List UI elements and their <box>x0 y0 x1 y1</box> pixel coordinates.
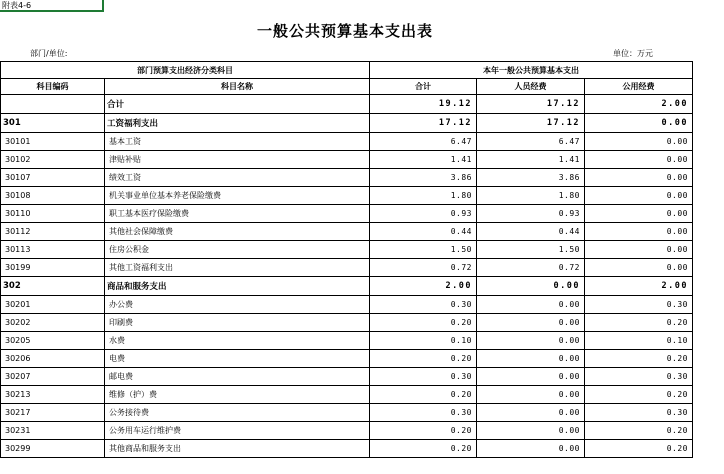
row-public-cell: 0.10 <box>585 332 693 350</box>
total-name-cell: 合计 <box>105 95 370 114</box>
row-personnel-cell: 0.00 <box>477 368 585 386</box>
row-code-cell: 30201 <box>1 296 105 314</box>
total-total-cell: 19.12 <box>370 95 477 114</box>
row-name-cell: 维修（护）费 <box>105 386 370 404</box>
table-row <box>1 241 693 259</box>
table-row <box>1 404 693 422</box>
row-personnel-cell: 0.72 <box>477 259 585 277</box>
row-code-cell: 302 <box>1 277 105 296</box>
row-public-cell: 0.00 <box>585 205 693 223</box>
row-name-cell: 印刷费 <box>105 314 370 332</box>
row-total-cell: 0.20 <box>370 350 477 368</box>
row-total-cell: 3.86 <box>370 169 477 187</box>
table-row <box>1 386 693 404</box>
row-name-cell: 其他社会保障缴费 <box>105 223 370 241</box>
table-row <box>1 368 693 386</box>
row-personnel-cell: 0.00 <box>477 440 585 458</box>
page-title: 一般公共预算基本支出表 <box>256 22 433 40</box>
row-public-cell: 0.20 <box>585 422 693 440</box>
row-name-cell: 水费 <box>105 332 370 350</box>
row-name-cell: 绩效工资 <box>105 169 370 187</box>
row-personnel-cell: 0.00 <box>477 296 585 314</box>
row-personnel-cell: 0.00 <box>477 314 585 332</box>
row-code-cell: 30107 <box>1 169 105 187</box>
table-row <box>1 259 693 277</box>
table-row <box>1 314 693 332</box>
row-code-cell: 30206 <box>1 350 105 368</box>
row-code-cell: 30231 <box>1 422 105 440</box>
row-name-cell: 商品和服务支出 <box>105 277 370 296</box>
row-name-cell: 公务用车运行维护费 <box>105 422 370 440</box>
table-row <box>1 223 693 241</box>
row-personnel-cell: 0.00 <box>477 386 585 404</box>
row-public-cell: 0.30 <box>585 296 693 314</box>
row-total-cell: 0.30 <box>370 404 477 422</box>
row-total-cell: 0.10 <box>370 332 477 350</box>
dept-label: 部门/单位: <box>30 49 68 58</box>
row-personnel-cell: 17.12 <box>477 114 585 133</box>
row-code-cell: 30112 <box>1 223 105 241</box>
row-name-cell: 职工基本医疗保险缴费 <box>105 205 370 223</box>
total-row <box>1 95 693 114</box>
row-personnel-cell: 0.00 <box>477 350 585 368</box>
unit-label: 单位：万元 <box>613 49 653 58</box>
row-total-cell: 0.20 <box>370 440 477 458</box>
row-public-cell: 0.00 <box>585 259 693 277</box>
row-name-cell: 其他商品和服务支出 <box>105 440 370 458</box>
row-personnel-cell: 0.00 <box>477 332 585 350</box>
row-public-cell: 0.00 <box>585 114 693 133</box>
row-total-cell: 0.30 <box>370 296 477 314</box>
header-group-left: 部门预算支出经济分类科目 <box>1 62 370 79</box>
row-total-cell: 1.41 <box>370 151 477 169</box>
row-public-cell: 0.00 <box>585 169 693 187</box>
row-code-cell: 30199 <box>1 259 105 277</box>
total-public-cell: 2.00 <box>585 95 693 114</box>
row-total-cell: 6.47 <box>370 133 477 151</box>
row-name-cell: 邮电费 <box>105 368 370 386</box>
table-row <box>1 187 693 205</box>
row-name-cell: 电费 <box>105 350 370 368</box>
category-row <box>1 114 693 133</box>
row-code-cell: 30102 <box>1 151 105 169</box>
row-public-cell: 2.00 <box>585 277 693 296</box>
row-public-cell: 0.00 <box>585 133 693 151</box>
row-code-cell: 30213 <box>1 386 105 404</box>
row-name-cell: 工资福利支出 <box>105 114 370 133</box>
selected-cell-label[interactable]: 附表4-6 <box>0 0 104 12</box>
row-code-cell: 30202 <box>1 314 105 332</box>
row-code-cell: 30217 <box>1 404 105 422</box>
row-total-cell: 0.30 <box>370 368 477 386</box>
table-row <box>1 205 693 223</box>
row-personnel-cell: 0.93 <box>477 205 585 223</box>
row-personnel-cell: 1.41 <box>477 151 585 169</box>
total-code-cell <box>1 95 105 114</box>
row-name-cell: 住房公积金 <box>105 241 370 259</box>
table-row <box>1 440 693 458</box>
row-code-cell: 30207 <box>1 368 105 386</box>
row-personnel-cell: 0.00 <box>477 277 585 296</box>
row-name-cell: 其他工资福利支出 <box>105 259 370 277</box>
row-public-cell: 0.00 <box>585 187 693 205</box>
header-name: 科目名称 <box>105 79 370 95</box>
row-public-cell: 0.00 <box>585 151 693 169</box>
row-public-cell: 0.20 <box>585 314 693 332</box>
header-public: 公用经费 <box>585 79 693 95</box>
row-personnel-cell: 3.86 <box>477 169 585 187</box>
header-personnel: 人员经费 <box>477 79 585 95</box>
table-row <box>1 332 693 350</box>
table-row <box>1 422 693 440</box>
row-code-cell: 30110 <box>1 205 105 223</box>
row-name-cell: 津贴补贴 <box>105 151 370 169</box>
row-total-cell: 17.12 <box>370 114 477 133</box>
row-code-cell: 30299 <box>1 440 105 458</box>
header-total: 合计 <box>370 79 477 95</box>
row-code-cell: 301 <box>1 114 105 133</box>
row-personnel-cell: 1.50 <box>477 241 585 259</box>
row-total-cell: 1.50 <box>370 241 477 259</box>
row-total-cell: 2.00 <box>370 277 477 296</box>
row-public-cell: 0.00 <box>585 223 693 241</box>
row-total-cell: 1.80 <box>370 187 477 205</box>
header-group-right: 本年一般公共预算基本支出 <box>370 62 693 79</box>
row-name-cell: 基本工资 <box>105 133 370 151</box>
row-personnel-cell: 0.00 <box>477 422 585 440</box>
row-total-cell: 0.20 <box>370 386 477 404</box>
row-code-cell: 30113 <box>1 241 105 259</box>
row-public-cell: 0.30 <box>585 404 693 422</box>
total-personnel-cell: 17.12 <box>477 95 585 114</box>
row-code-cell: 30108 <box>1 187 105 205</box>
header-row-group <box>1 62 693 79</box>
row-public-cell: 0.20 <box>585 440 693 458</box>
category-row <box>1 277 693 296</box>
row-name-cell: 机关事业单位基本养老保险缴费 <box>105 187 370 205</box>
row-total-cell: 0.20 <box>370 422 477 440</box>
header-row-columns <box>1 79 693 95</box>
table-row <box>1 151 693 169</box>
row-total-cell: 0.20 <box>370 314 477 332</box>
row-public-cell: 0.20 <box>585 350 693 368</box>
row-personnel-cell: 1.80 <box>477 187 585 205</box>
table-row <box>1 350 693 368</box>
row-name-cell: 公务接待费 <box>105 404 370 422</box>
row-public-cell: 0.20 <box>585 386 693 404</box>
row-personnel-cell: 6.47 <box>477 133 585 151</box>
table-row <box>1 296 693 314</box>
row-code-cell: 30101 <box>1 133 105 151</box>
row-personnel-cell: 0.44 <box>477 223 585 241</box>
expenditure-table <box>0 61 693 458</box>
row-total-cell: 0.93 <box>370 205 477 223</box>
row-total-cell: 0.72 <box>370 259 477 277</box>
header-code: 科目编码 <box>1 79 105 95</box>
row-name-cell: 办公费 <box>105 296 370 314</box>
row-code-cell: 30205 <box>1 332 105 350</box>
row-personnel-cell: 0.00 <box>477 404 585 422</box>
table-row <box>1 133 693 151</box>
row-public-cell: 0.00 <box>585 241 693 259</box>
table-row <box>1 169 693 187</box>
row-total-cell: 0.44 <box>370 223 477 241</box>
row-public-cell: 0.30 <box>585 368 693 386</box>
